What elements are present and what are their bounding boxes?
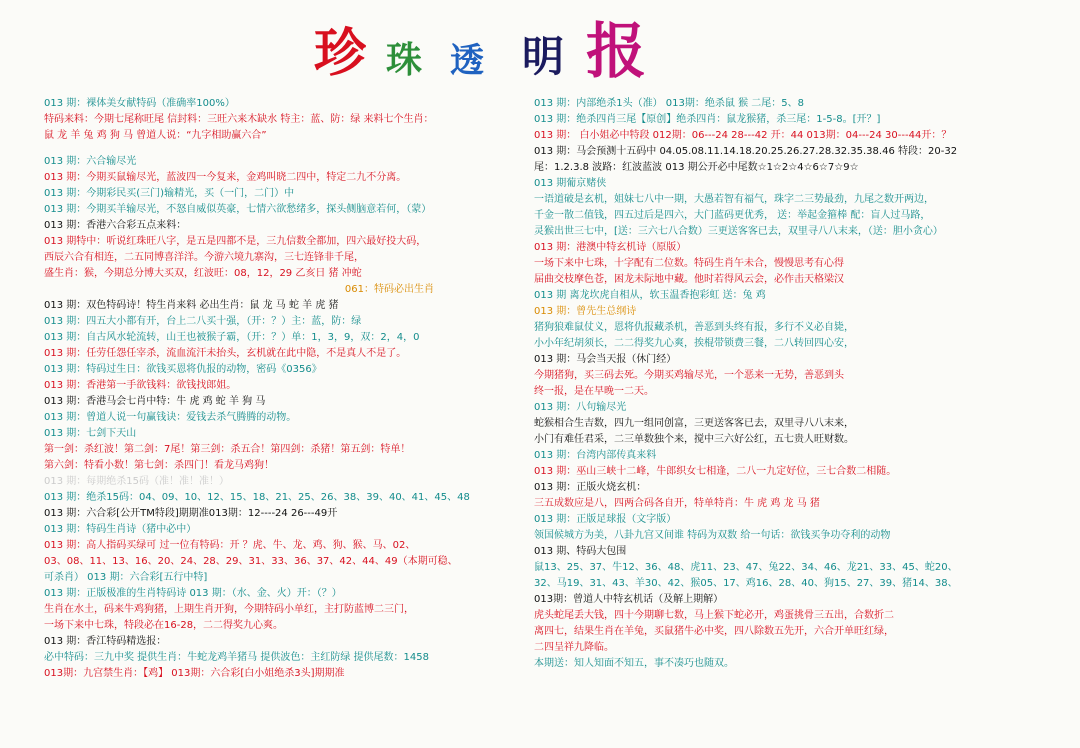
right-text-line: 终一报，是在早晚一二天。 — [534, 386, 654, 397]
right-text-line: 013 期、特码大包围 — [534, 546, 627, 557]
left-text-line: 013 期：特码过生日：欲钱买恩将仇报的动物，密码《0356》 — [44, 364, 322, 375]
right-text-line: 013 期 离龙坎虎自相从，软玉温香抱彩虹 送：兔 鸡 — [534, 290, 766, 301]
left-text-line: 013 期：六合输尽光 — [44, 156, 137, 167]
title-char-1: 珍 — [314, 23, 367, 84]
right-column — [534, 96, 1034, 672]
right-text-line: 蛇猴相合生吉数，四九一组同创富，三更送客客已去，双里寻八八末来， — [534, 418, 854, 429]
right-text-line: 013 期：绝杀四肖三尾【原创】绝杀四肖：鼠龙猴猪，杀三尾：1-5-8。[开？] — [534, 114, 881, 125]
left-text-line: 013 期：特码生肖诗（猪中必中） — [44, 524, 197, 535]
spacer — [44, 144, 514, 154]
left-text-line: 013期：九宫禁生肖：【鸡】 013期：六合彩[白小姐绝杀3头]期期准 — [44, 668, 345, 679]
right-text-line: 一场下来中七珠，十字配有二位数。特码生肖午未合，慢慢思考有心得 — [534, 258, 844, 269]
right-text-line: 灵猴出世三七中，[送：三六七八合数）三更送客客已去，双里寻八八末来，（送：胆小贪心） — [534, 226, 943, 237]
newspaper-title — [300, 18, 780, 90]
left-text-line: 013 期：任劳任怨任宰杀，流血流汗未抬头，玄机就在此中隐，不是真人不是了。 — [44, 348, 407, 359]
right-text-line: 一语道破是玄机，姐妹七八中一期，大愚若智有福气，珠字二三势最劲，九尾之数开两边， — [534, 194, 934, 205]
right-text-line: 本期送：知人知面不知五，事不凑巧也随双。 — [534, 658, 734, 669]
left-text-line: 013 期：今期买羊输尽光，不怒自威似英豪，七情六欲愁绪多，探头侧脑意若何，（蒙） — [44, 204, 432, 215]
left-text-line: 013 期：自古风水轮流转，山王也被猴子霸，（开：？）单：1，3，9，双：2，4，0 — [44, 332, 420, 343]
left-text-line: 013 期：绝杀15码：04、09、10、12、15、18、21、25、26、38、39、40、41、45、48 — [44, 492, 470, 503]
left-text-line: 013 期：双色特码诗！特生肖来料 必出生肖：鼠 龙 马 蛇 羊 虎 猪 — [44, 300, 339, 311]
left-text-line: 013 期：香港六合彩五点来料： — [44, 220, 187, 231]
right-text-line: 013期：曾道人中特玄机话（及解上期解） — [534, 594, 724, 605]
right-text-line: 013 期：内部绝杀1头（准） 013期：绝杀鼠 猴 二尾：5、8 — [534, 98, 804, 109]
title-char-4: 明 — [522, 32, 565, 81]
right-text-line: 013 期：台湾内部传真来料 — [534, 450, 657, 461]
left-text-line: 西辰六合有相连，二五同博喜洋洋。今游六境九寨沟，三七连锋非千尾， — [44, 252, 364, 263]
left-text-line: 061：特码必出生肖 — [344, 284, 434, 295]
right-text-line: 二四呈祥九降临。 — [534, 642, 614, 653]
right-text-line: 32、马19、31、43、羊30、42、猴05、17、鸡16、28、40、狗15、27、39、猪14、38、 — [534, 578, 958, 589]
right-text-line: 届曲交枝摩色苍，困龙未际地中藏。他时若得风云会，必作击天格梁汉 — [534, 274, 844, 285]
left-text-line: 盛生肖：猴，今期总分博大买双，红波旺：08，12，29 乙亥日 猪 冲蛇 — [44, 268, 362, 279]
right-text-line: 013 期：正版足球报（文字版） — [534, 514, 677, 525]
left-text-line: 鼠 龙 羊 兔 鸡 狗 马 曾道人说：“九字相助赢六合” — [44, 130, 267, 141]
right-text-line: 013 期：港澳中特玄机诗（原版） — [534, 242, 687, 253]
left-text-line: 013 期：曾道人说一句赢钱诀：爱钱去杀气腾腾的动物。 — [44, 412, 297, 423]
left-text-line: 013 期：每期绝杀15码（准！准！准！） — [44, 476, 229, 487]
left-text-line: 013 期：正版极准的生肖特码诗 013 期：（水、金、火）开：（？） — [44, 588, 342, 599]
right-text-line: 013 期：马会当天报（休门经） — [534, 354, 677, 365]
left-text-line: 013 期：香港第一手欲钱料：欲钱找郎姐。 — [44, 380, 237, 391]
right-text-line: 千金一散二值钱，四五过后是四六，大门蓝码更优秀， 送：举起金箍棒 配：盲人过马路， — [534, 210, 931, 221]
left-text-line: 013 期：六合彩[公开TM特段]期期准013期：12----24 26---49开 — [44, 508, 338, 519]
left-text-line: 必中特码：三九中奖 提供生肖：牛蛇龙鸡羊猪马 提供波色：主红防绿 提供尾数：1458 — [44, 652, 429, 663]
right-text-line: 尾：1.2.3.8 波路：红波蓝波 013 期公开必中尾数☆1☆2☆4☆6☆7☆9☆ — [534, 162, 859, 173]
left-text-line: 013 期：香江特码精选报： — [44, 636, 167, 647]
right-text-line: 小小年纪胡须长，二二得奖九心爽，挨棍带锁费三餐，二八转回四心安， — [534, 338, 854, 349]
left-text-line: 第六剑：特看小数！第七剑：杀四门！看龙马鸡狗！ — [44, 460, 274, 471]
left-text-line: 013 期：高人指码买绿可 过一位有特码：开 ？虎、牛、龙、鸡、狗、猴、马、02、 — [44, 540, 416, 551]
right-text-line: 013 期：马会预测十五码中 04.05.08.11.14.18.20.25.26.27.28.32.35.38.46 特段：20-32 — [534, 146, 958, 157]
left-text-line: 可杀肖） 013 期：六合彩[五行中特] — [44, 572, 208, 583]
left-text-line: 013 期：今期买鼠输尽光，蓝波四一今复来，金鸡叫晓二四中，特定二九不分离。 — [44, 172, 407, 183]
right-text-line: 鼠13、25、37、牛12、36、48、虎11、23、47、兔22、34、46、龙21、33、45、蛇20、 — [534, 562, 958, 573]
right-text-line: 三五成数应是八，四两合码各自开，特单特肖：牛 虎 鸡 龙 马 猪 — [534, 498, 820, 509]
left-text-line: 特码来料：今期七尾称旺尾 信封料：三旺六来木缺水 特主：蓝、防：绿 来料七个生肖： — [44, 114, 434, 125]
left-text-line: 第一剑：杀红波！第二剑：7尾！第三剑：杀五合！第四剑：杀猪！第五剑：特单！ — [44, 444, 411, 455]
left-text-line: 013 期：七剑下天山 — [44, 428, 137, 439]
right-text-line: 013 期葡京赌侠 — [534, 178, 607, 189]
left-text-line: 013 期：裸体美女献特码（准确率100%） — [44, 98, 235, 109]
left-text-line: 013 期特中：听说红珠旺八字，是五是四都不是，三九信数全都加，四六最好投大码， — [44, 236, 427, 247]
left-text-line: 013 期：今期彩民买(三门)输精光，买（一门，二门）中 — [44, 188, 295, 199]
left-text-line: 013 期：香港马会七肖中特：牛 虎 鸡 蛇 羊 狗 马 — [44, 396, 266, 407]
right-text-line: 小门有难任君采，二三单数独个来，搅中三六好公红，五七贵人旺财数。 — [534, 434, 854, 445]
right-text-line: 013 期：曾先生总纲诗 — [534, 306, 637, 317]
right-text-line: 猪狗狼难鼠仗义，恩将仇报藏杀机，善恶到头终有报，多行不义必自毙， — [534, 322, 854, 333]
right-text-line: 013 期：正版火烧玄机： — [534, 482, 647, 493]
title-char-5: 报 — [586, 17, 646, 87]
right-text-line: 领国候城方为美，八卦九宫又间谁 特码为双数 给一句话：欲钱买争功夺利的动物 — [534, 530, 891, 541]
title-char-2: 珠 — [386, 39, 423, 81]
right-text-line: 离四七，结果生肖在羊兔，买鼠猪牛必中奖，四八除数五先开，六合开单旺红绿， — [534, 626, 894, 637]
right-text-line: 013 期： 白小姐必中特段 012期：06---24 28---42 开：44 013期：04---24 30---44开：？ — [534, 130, 952, 141]
left-text-line: 一场下来中七珠，特段必在16-28，二二得奖九心爽。 — [44, 620, 284, 631]
left-text-line: 03、08、11、13、16、20、24、28、29、31、33、36、37、42、44、49（本期可稳、 — [44, 556, 458, 567]
left-text-line: 生肖在水土，码来牛鸡狗猪，上期生肖开狗，今期特码小单红，主打防蓝博二三门， — [44, 604, 414, 615]
right-text-line: 013 期：八句输尽光 — [534, 402, 627, 413]
left-column — [44, 96, 514, 682]
title-char-3: 透 — [450, 41, 484, 81]
right-text-line: 虎头蛇尾丢大钱，四十今期聊七数，马上猴下蛇必开，鸡蛋挑骨三五出，合数折二 — [534, 610, 894, 621]
right-text-line: 013 期：巫山三峡十二峰，牛郎织女七相逢，二八一九定好位，三七合数二相随。 — [534, 466, 897, 477]
left-text-line: 013 期：四五大小都有开，台上二八买十强，（开：？）主：蓝，防：绿 — [44, 316, 362, 327]
right-text-line: 今期猪狗，买三码去死。今期买鸡输尽光，一个恶来一无势，善恶到头 — [534, 370, 844, 381]
